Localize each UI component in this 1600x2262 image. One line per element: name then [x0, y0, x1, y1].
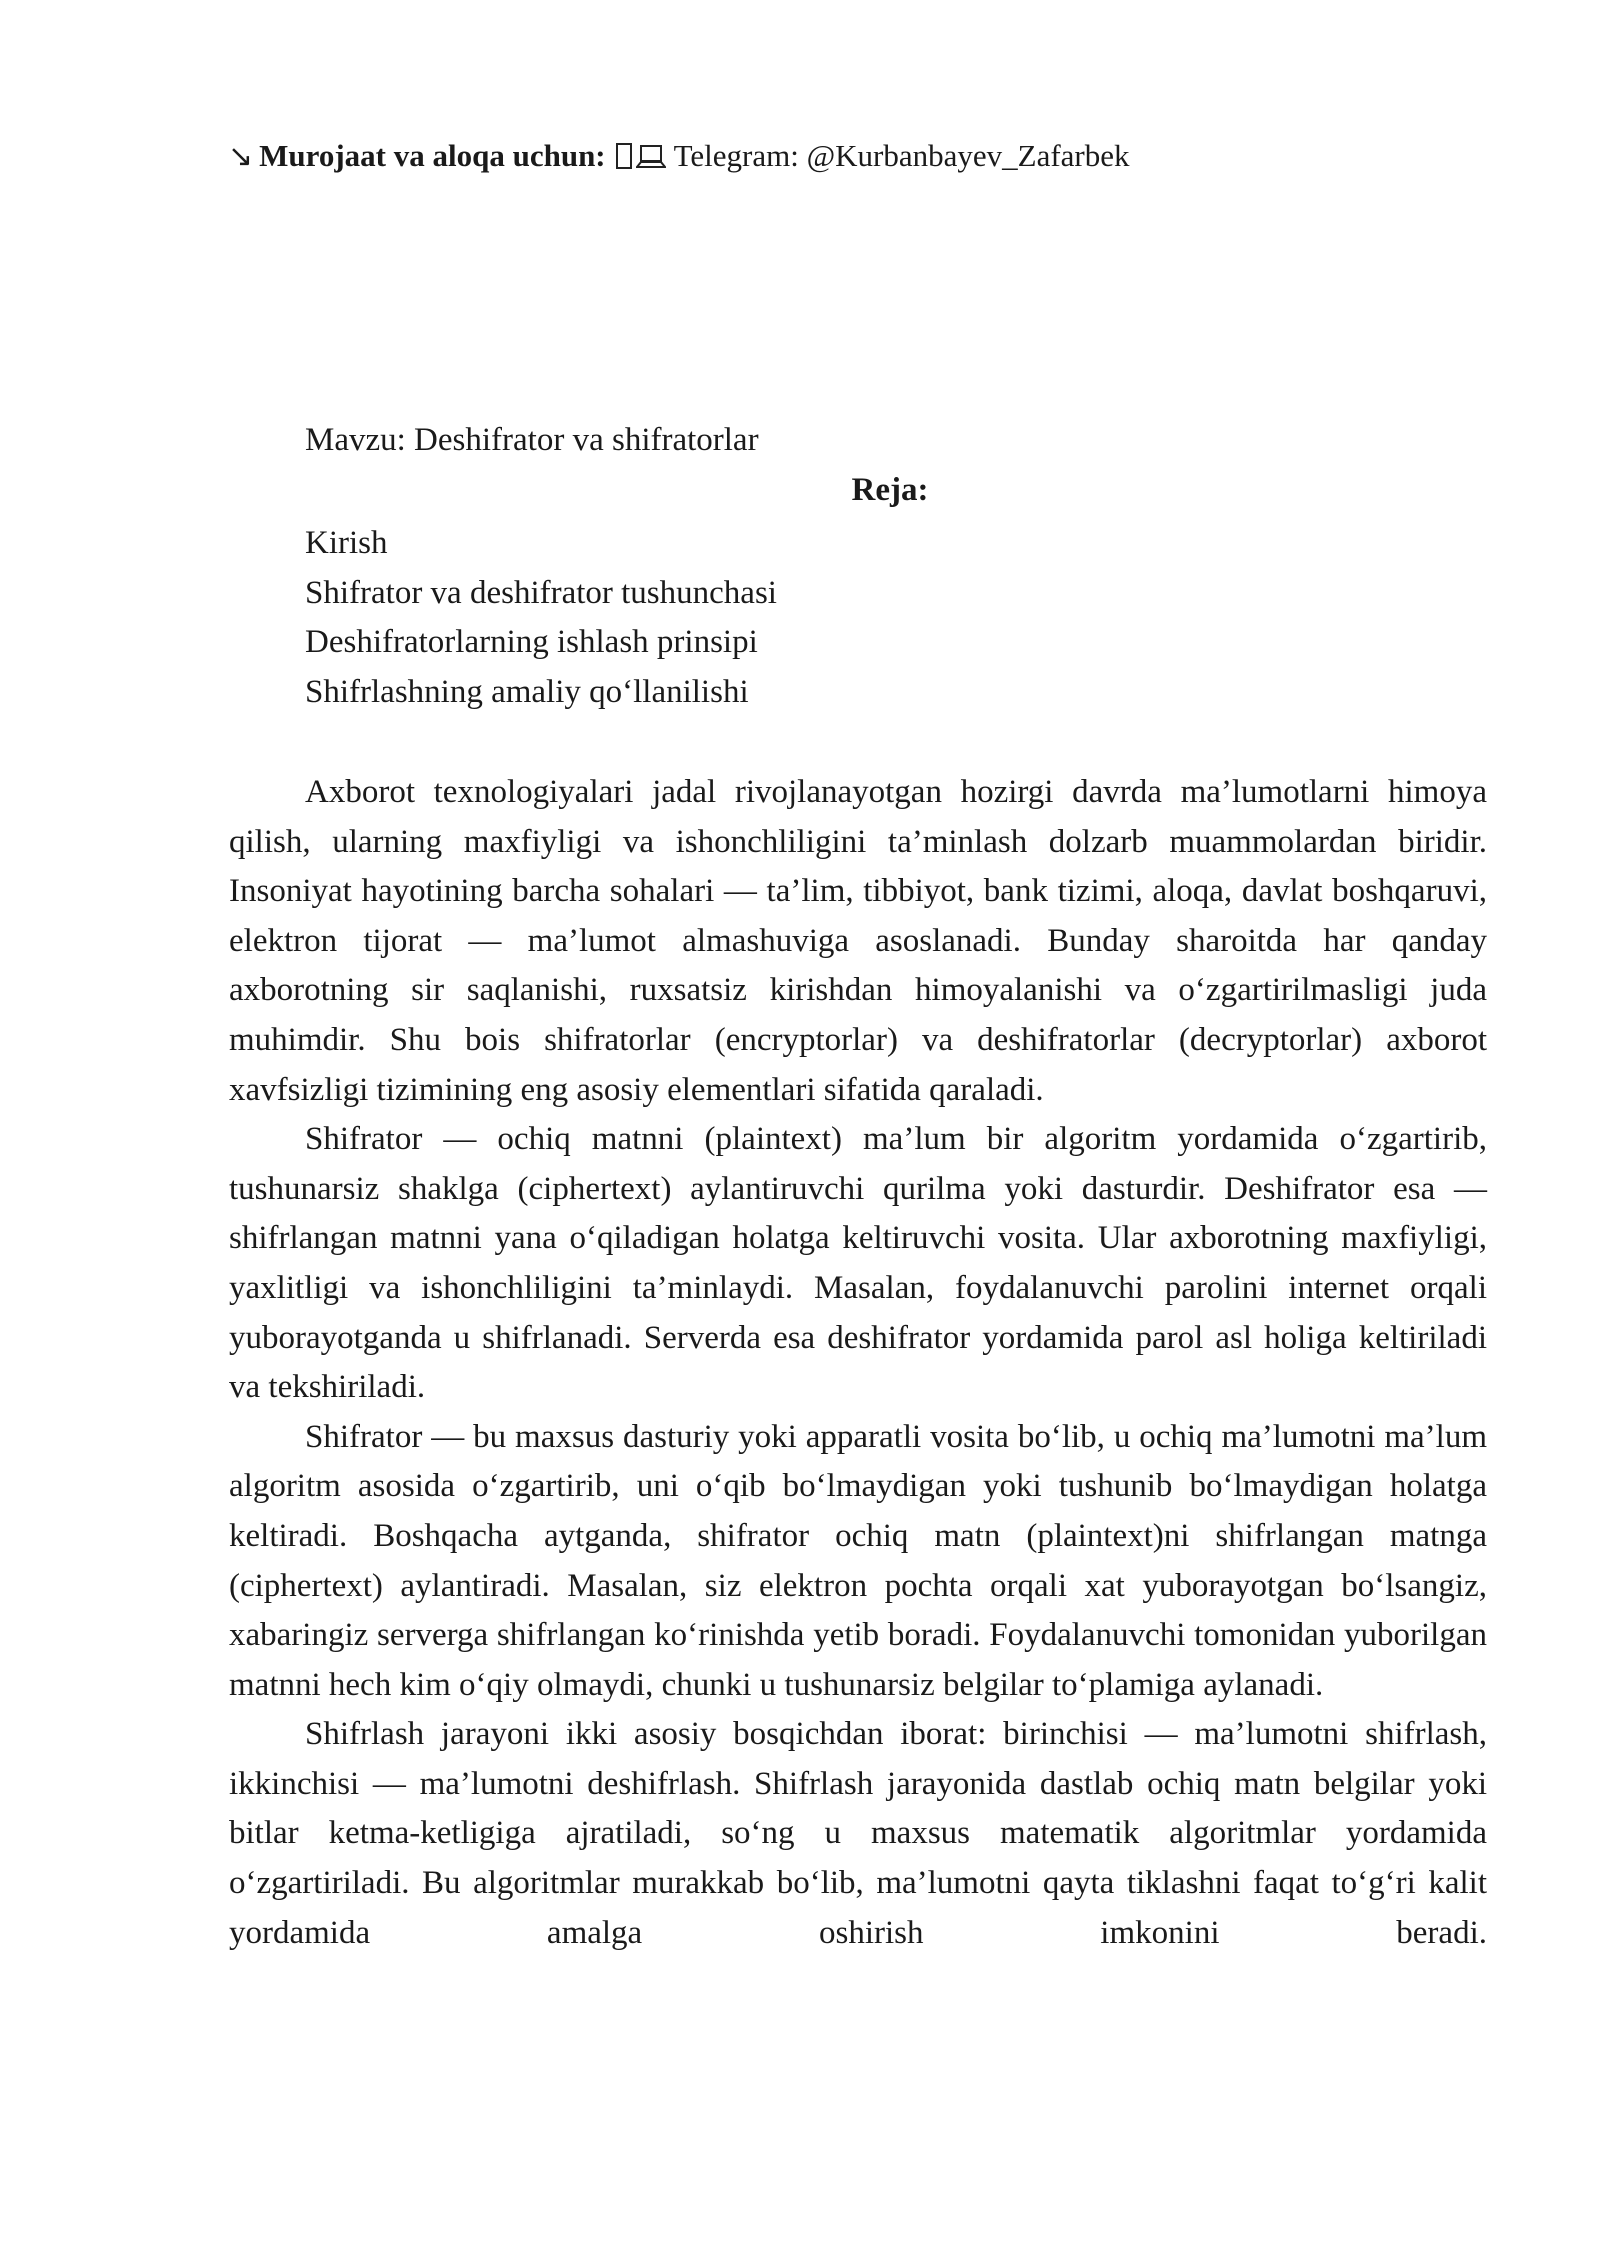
body-text: [229, 768, 1487, 1958]
topic-line: Mavzu: Deshifrator va shifratorlar: [305, 422, 759, 458]
plan-list: [305, 519, 777, 717]
plan-item: Shifrator va deshifrator tushunchasi: [305, 574, 777, 611]
plan-item: Shifrlashning amaliy qo‘llanilishi: [305, 673, 749, 710]
paragraph-shifrator-tool: Shifrator — bu maxsus dasturiy yoki apparatli vosita bo‘lib, u ochiq ma’lumotni ma’lum algoritm asosida o‘zgartirib, uni o‘qib bo‘lmaydigan yoki tushunib bo‘lmaydigan holatga keltiradi. Boshqacha aytganda, shifrator ochiq matn (plaintext)ni shifrlangan matnga (ciphertext) aylantiradi. Masalan, siz elektron pochta orqali xat yuborayotgan bo‘lsangiz, xabaringiz serverga shifrlangan ko‘rinishda yetib boradi. Foydalanuvchi tomonidan yuborilgan matnni hech kim o‘qiy olmaydi, chunki u tushunarsiz belgilar to‘plamiga aylanadi.: [229, 1418, 1487, 1703]
paragraph-shifrator-definition: Shifrator — ochiq matnni (plaintext) ma’lum bir algoritm yordamida o‘zgartirib, tushunarsiz shaklga (ciphertext) aylantiruvchi qurilma yoki dasturdir. Deshifrator esa — shifrlangan matnni yana o‘qiladigan holatga keltiruvchi vosita. Ular axborotning maxfiyligi, yaxlitligi va ishonchliligini ta’minlaydi. Masalan, foydalanuvchi parolini internet orqali yuborayotganda u shifrlanadi. Serverda esa deshifrator yordamida parol asl holiga keltiriladi va tekshiriladi.: [229, 1121, 1487, 1406]
arrow-down-right-icon: ↘: [228, 139, 254, 174]
paragraph-intro: Axborot texnologiyalari jadal rivojlanayotgan hozirgi davrda ma’lumotlarni himoya qilish, ularning maxfiyligi va ishonchliligini ta’minlash dolzarb muammolardan biridir. Insoniyat hayotining barcha sohalari — ta’lim, tibbiyot, bank tizimi, aloqa, davlat boshqaruvi, elektron tijorat — ma’lumot almashuviga asoslanadi. Bunday sharoitda har qanday axborotning sir saqlanishi, ruxsatsiz kirishdan himoyalanishi va o‘zgartirilmasligi juda muhimdir. Shu bois shifratorlar (encryptorlar) va deshifratorlar (decryptorlar) axborot xavfsizligi tizimining eng asosiy elementlari sifatida qaraladi.: [229, 774, 1487, 1108]
missing-glyph-icon: [616, 143, 632, 169]
contact-label: Murojaat va aloqa uchun:: [259, 138, 606, 173]
telegram-handle: Telegram: @Kurbanbayev_Zafarbek: [673, 138, 1130, 173]
plan-item: Deshifratorlarning ishlash prinsipi: [305, 624, 758, 660]
paragraph-encryption-process: Shifrlash jarayoni ikki asosiy bosqichdan iborat: birinchisi — ma’lumotni shifrlash, ikkinchisi — ma’lumotni deshifrlash. Shifrlash jarayonida dastlab ochiq matn belgilar yoki bitlar ketma-ketligiga ajratiladi, so‘ng u maxsus matematik algoritmlar yordamida o‘zgartiriladi. Bu algoritmlar murakkab bo‘lib, ma’lumotni qayta tiklashni faqat to‘g‘ri kalit yordamida amalga oshirish imkonini beradi.: [229, 1716, 1487, 1951]
contact-line: [228, 136, 1130, 180]
laptop-icon: [636, 140, 666, 180]
plan-item: Kirish: [305, 525, 388, 561]
plan-heading: Reja:: [851, 472, 929, 508]
